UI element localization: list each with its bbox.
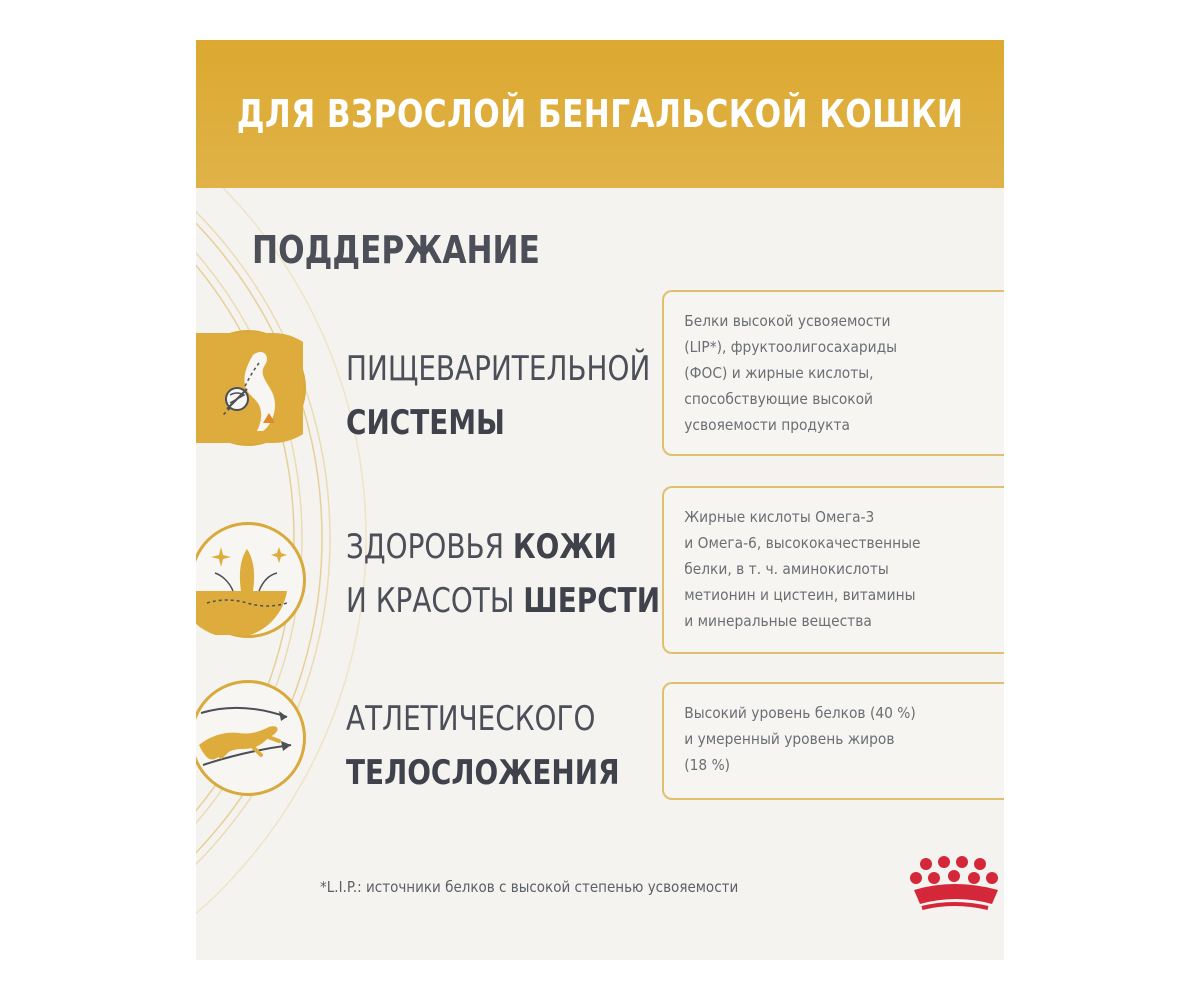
royal-canin-crown-icon (908, 856, 1004, 922)
skin-coat-icon (196, 522, 306, 638)
feature-skin-coat-label (346, 520, 660, 628)
description-line: Белки высокой усвояемости (684, 312, 891, 330)
description-line: белки, в т. ч. аминокислоты (684, 560, 889, 578)
description-line: Жирные кислоты Омега-3 (684, 508, 875, 526)
description-line: способствующие высокой (684, 390, 874, 408)
feature-athletic-line1: АТЛЕТИЧЕСКОГО (346, 699, 596, 739)
description-line: (LIP*), фруктоолигосахариды (684, 338, 898, 356)
header-banner (196, 40, 1004, 188)
feature-digestion-line2: СИСТЕМЫ (346, 403, 505, 443)
description-line: и Омега-6, высококачественные (684, 534, 921, 552)
digestion-cat-icon (196, 330, 306, 446)
feature-athletic-line2: ТЕЛОСЛОЖЕНИЯ (346, 753, 620, 793)
description-line: усвояемости продукта (684, 416, 850, 434)
description-line: (18 %) (684, 756, 731, 774)
feature-digestion-line1: ПИЩЕВАРИТЕЛЬНОЙ (346, 349, 651, 389)
feature-digestion-description (662, 290, 1004, 456)
feature-skin-line1-bold: КОЖИ (512, 527, 617, 567)
description-line: Высокий уровень белков (40 %) (684, 704, 916, 722)
feature-skin-line1-plain: ЗДОРОВЬЯ (346, 527, 513, 567)
section-title: ПОДДЕРЖАНИЕ (252, 228, 540, 272)
feature-athletic-description (662, 682, 1004, 800)
feature-skin-line2-bold: ШЕРСТИ (523, 581, 661, 621)
footnote: *L.I.P.: источники белков с высокой степенью усвояемости (320, 878, 739, 896)
running-cat-icon (196, 680, 306, 796)
product-card (196, 40, 1004, 960)
description-line: и умеренный уровень жиров (684, 730, 895, 748)
feature-digestion-label (346, 342, 650, 450)
feature-athletic-label (346, 692, 620, 800)
description-line: (ФОС) и жирные кислоты, (684, 364, 874, 382)
description-line: и минеральные вещества (684, 612, 872, 630)
description-line: метионин и цистеин, витамины (684, 586, 916, 604)
feature-skin-coat-description (662, 486, 1004, 654)
banner-title: ДЛЯ ВЗРОСЛОЙ БЕНГАЛЬСКОЙ КОШКИ (236, 92, 964, 136)
feature-skin-line2-plain: И КРАСОТЫ (346, 581, 524, 621)
